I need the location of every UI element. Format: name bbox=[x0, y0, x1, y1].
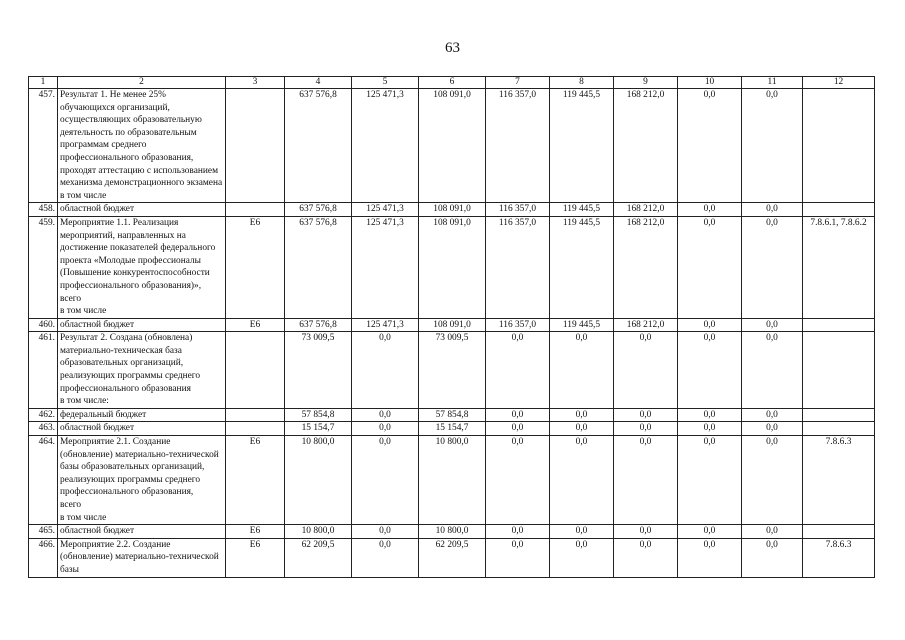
value-col-4: 10 800,0 bbox=[285, 436, 352, 525]
value-col-4: 637 576,8 bbox=[285, 89, 352, 203]
column-header: 1 bbox=[29, 77, 58, 89]
row-number: 461. bbox=[29, 332, 58, 409]
reference-col-12 bbox=[803, 318, 875, 332]
value-col-5: 125 471,3 bbox=[352, 318, 419, 332]
row-number: 465. bbox=[29, 525, 58, 539]
value-col-6: 73 009,5 bbox=[419, 332, 486, 409]
value-col-8: 0,0 bbox=[550, 538, 614, 577]
table-row bbox=[29, 332, 875, 409]
row-code bbox=[226, 422, 285, 436]
value-col-9: 168 212,0 bbox=[614, 203, 678, 217]
value-col-8: 0,0 bbox=[550, 436, 614, 525]
value-col-11: 0,0 bbox=[742, 318, 803, 332]
value-col-8: 0,0 bbox=[550, 408, 614, 422]
value-col-7: 0,0 bbox=[486, 538, 550, 577]
value-col-7: 116 357,0 bbox=[486, 203, 550, 217]
value-col-5: 0,0 bbox=[352, 525, 419, 539]
value-col-9: 0,0 bbox=[614, 422, 678, 436]
table-row bbox=[29, 203, 875, 217]
value-col-6: 62 209,5 bbox=[419, 538, 486, 577]
value-col-5: 0,0 bbox=[352, 408, 419, 422]
value-col-10: 0,0 bbox=[678, 525, 742, 539]
value-col-9: 0,0 bbox=[614, 436, 678, 525]
reference-col-12: 7.8.6.3 bbox=[803, 436, 875, 525]
value-col-8: 119 445,5 bbox=[550, 89, 614, 203]
value-col-10: 0,0 bbox=[678, 538, 742, 577]
column-header: 8 bbox=[550, 77, 614, 89]
row-code: Е6 bbox=[226, 216, 285, 318]
value-col-7: 0,0 bbox=[486, 408, 550, 422]
value-col-9: 0,0 bbox=[614, 538, 678, 577]
value-col-10: 0,0 bbox=[678, 216, 742, 318]
value-col-8: 0,0 bbox=[550, 332, 614, 409]
value-col-10: 0,0 bbox=[678, 332, 742, 409]
row-code bbox=[226, 203, 285, 217]
column-header: 5 bbox=[352, 77, 419, 89]
row-code bbox=[226, 408, 285, 422]
value-col-5: 125 471,3 bbox=[352, 203, 419, 217]
value-col-9: 0,0 bbox=[614, 525, 678, 539]
row-name: федеральный бюджет bbox=[58, 408, 226, 422]
value-col-9: 168 212,0 bbox=[614, 318, 678, 332]
value-col-4: 637 576,8 bbox=[285, 318, 352, 332]
column-number-row bbox=[29, 77, 875, 89]
value-col-6: 57 854,8 bbox=[419, 408, 486, 422]
reference-col-12 bbox=[803, 203, 875, 217]
value-col-9: 0,0 bbox=[614, 332, 678, 409]
value-col-5: 0,0 bbox=[352, 538, 419, 577]
row-number: 464. bbox=[29, 436, 58, 525]
value-col-10: 0,0 bbox=[678, 408, 742, 422]
value-col-5: 0,0 bbox=[352, 422, 419, 436]
table-row bbox=[29, 216, 875, 318]
row-code: Е6 bbox=[226, 538, 285, 577]
row-name: областной бюджет bbox=[58, 525, 226, 539]
value-col-7: 0,0 bbox=[486, 436, 550, 525]
budget-table bbox=[28, 76, 875, 578]
row-code: Е6 bbox=[226, 318, 285, 332]
column-header: 2 bbox=[58, 77, 226, 89]
row-name: Мероприятие 2.2. Создание (обновление) материально-технической базы bbox=[58, 538, 226, 577]
value-col-7: 0,0 bbox=[486, 332, 550, 409]
row-code bbox=[226, 89, 285, 203]
row-name: областной бюджет bbox=[58, 422, 226, 436]
value-col-11: 0,0 bbox=[742, 538, 803, 577]
value-col-4: 62 209,5 bbox=[285, 538, 352, 577]
table-row bbox=[29, 525, 875, 539]
value-col-10: 0,0 bbox=[678, 318, 742, 332]
table-row bbox=[29, 408, 875, 422]
row-code: Е6 bbox=[226, 525, 285, 539]
value-col-6: 108 091,0 bbox=[419, 203, 486, 217]
row-code: Е6 bbox=[226, 436, 285, 525]
value-col-5: 0,0 bbox=[352, 332, 419, 409]
value-col-4: 10 800,0 bbox=[285, 525, 352, 539]
reference-col-12 bbox=[803, 408, 875, 422]
value-col-6: 10 800,0 bbox=[419, 525, 486, 539]
row-name: областной бюджет bbox=[58, 318, 226, 332]
column-header: 3 bbox=[226, 77, 285, 89]
value-col-11: 0,0 bbox=[742, 216, 803, 318]
reference-col-12: 7.8.6.1, 7.8.6.2 bbox=[803, 216, 875, 318]
value-col-6: 15 154,7 bbox=[419, 422, 486, 436]
value-col-11: 0,0 bbox=[742, 422, 803, 436]
value-col-11: 0,0 bbox=[742, 332, 803, 409]
value-col-7: 116 357,0 bbox=[486, 89, 550, 203]
value-col-10: 0,0 bbox=[678, 422, 742, 436]
value-col-4: 637 576,8 bbox=[285, 216, 352, 318]
reference-col-12 bbox=[803, 525, 875, 539]
reference-col-12 bbox=[803, 332, 875, 409]
value-col-10: 0,0 bbox=[678, 436, 742, 525]
row-number: 458. bbox=[29, 203, 58, 217]
column-header: 11 bbox=[742, 77, 803, 89]
value-col-6: 108 091,0 bbox=[419, 89, 486, 203]
page-number: 63 bbox=[445, 40, 460, 56]
value-col-5: 0,0 bbox=[352, 436, 419, 525]
table-row bbox=[29, 89, 875, 203]
column-header: 7 bbox=[486, 77, 550, 89]
row-number: 459. bbox=[29, 216, 58, 318]
value-col-10: 0,0 bbox=[678, 89, 742, 203]
row-number: 466. bbox=[29, 538, 58, 577]
value-col-7: 0,0 bbox=[486, 525, 550, 539]
table-row bbox=[29, 318, 875, 332]
value-col-5: 125 471,3 bbox=[352, 89, 419, 203]
value-col-5: 125 471,3 bbox=[352, 216, 419, 318]
reference-col-12 bbox=[803, 422, 875, 436]
value-col-4: 57 854,8 bbox=[285, 408, 352, 422]
row-number: 463. bbox=[29, 422, 58, 436]
table-row bbox=[29, 422, 875, 436]
value-col-9: 0,0 bbox=[614, 408, 678, 422]
value-col-9: 168 212,0 bbox=[614, 216, 678, 318]
column-header: 12 bbox=[803, 77, 875, 89]
value-col-4: 637 576,8 bbox=[285, 203, 352, 217]
value-col-7: 0,0 bbox=[486, 422, 550, 436]
value-col-6: 108 091,0 bbox=[419, 318, 486, 332]
row-name: Мероприятие 1.1. Реализация мероприятий, направленных на достижение показателей федерального проекта «Молодые профессионалы (Повышение конкурентоспособности профессионального образования)», всего в том числе bbox=[58, 216, 226, 318]
reference-col-12 bbox=[803, 89, 875, 203]
table-body bbox=[29, 89, 875, 578]
value-col-8: 119 445,5 bbox=[550, 318, 614, 332]
value-col-4: 15 154,7 bbox=[285, 422, 352, 436]
value-col-8: 0,0 bbox=[550, 525, 614, 539]
value-col-4: 73 009,5 bbox=[285, 332, 352, 409]
value-col-9: 168 212,0 bbox=[614, 89, 678, 203]
value-col-11: 0,0 bbox=[742, 408, 803, 422]
column-header: 10 bbox=[678, 77, 742, 89]
row-number: 462. bbox=[29, 408, 58, 422]
value-col-11: 0,0 bbox=[742, 89, 803, 203]
value-col-7: 116 357,0 bbox=[486, 216, 550, 318]
row-name: Результат 2. Создана (обновлена) материально-техническая база образовательных организаций, реализующих программы среднего профессионального образования в том числе: bbox=[58, 332, 226, 409]
column-header: 9 bbox=[614, 77, 678, 89]
row-name: Мероприятие 2.1. Создание (обновление) материально-технической базы образовательных организаций, реализующих программы среднего профессионального образования, всего в том числе bbox=[58, 436, 226, 525]
value-col-8: 119 445,5 bbox=[550, 203, 614, 217]
value-col-11: 0,0 bbox=[742, 436, 803, 525]
row-number: 460. bbox=[29, 318, 58, 332]
value-col-8: 119 445,5 bbox=[550, 216, 614, 318]
value-col-8: 0,0 bbox=[550, 422, 614, 436]
row-code bbox=[226, 332, 285, 409]
column-header: 6 bbox=[419, 77, 486, 89]
value-col-11: 0,0 bbox=[742, 525, 803, 539]
column-header: 4 bbox=[285, 77, 352, 89]
value-col-7: 116 357,0 bbox=[486, 318, 550, 332]
value-col-10: 0,0 bbox=[678, 203, 742, 217]
table-row bbox=[29, 436, 875, 525]
row-name: Результат 1. Не менее 25% обучающихся организаций, осуществляющих образовательную деятельность по образовательным программам среднего профессионального образования, проходят аттестацию с использованием механизма демонстрационного экзамена в том числе bbox=[58, 89, 226, 203]
table-row bbox=[29, 538, 875, 577]
value-col-11: 0,0 bbox=[742, 203, 803, 217]
value-col-6: 10 800,0 bbox=[419, 436, 486, 525]
reference-col-12: 7.8.6.3 bbox=[803, 538, 875, 577]
row-name: областной бюджет bbox=[58, 203, 226, 217]
value-col-6: 108 091,0 bbox=[419, 216, 486, 318]
row-number: 457. bbox=[29, 89, 58, 203]
